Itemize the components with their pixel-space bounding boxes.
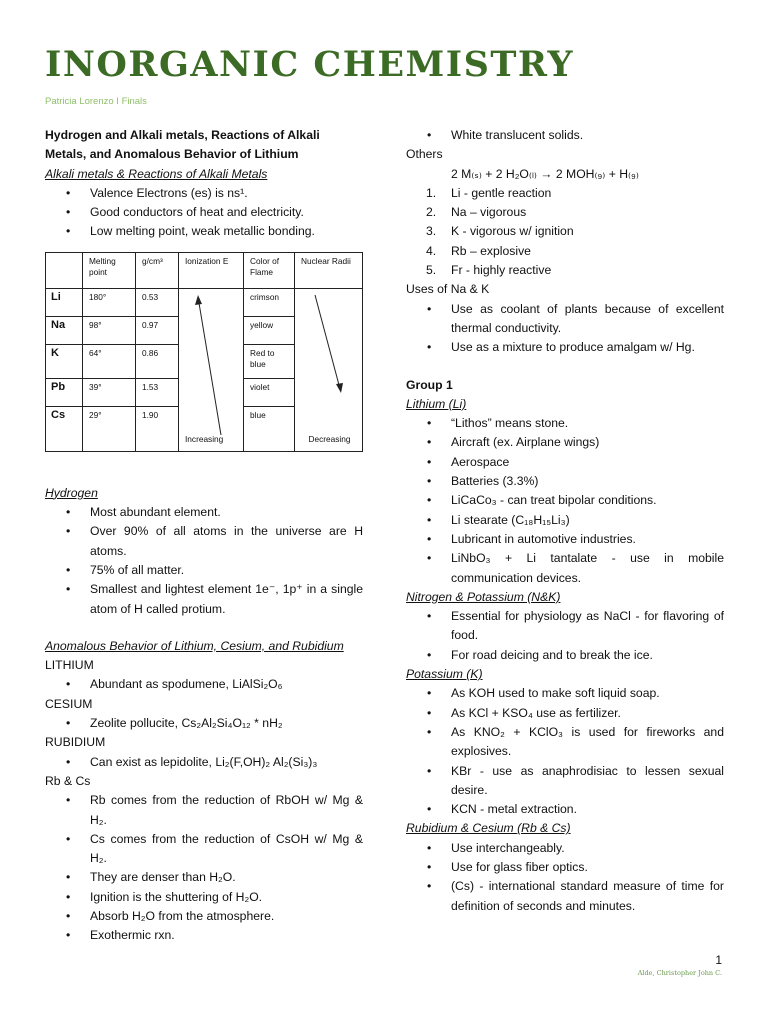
- table-cell-element: Li: [46, 288, 83, 316]
- list-item: • Can exist as lepidolite, Li₂(F,OH)₂ Al₂(Si₃)₃: [45, 753, 363, 772]
- table-cell-flame: violet: [244, 378, 295, 406]
- cesium-list: [45, 714, 363, 733]
- potassium-list: [406, 684, 724, 819]
- table-cell-flame: Red to blue: [244, 344, 295, 378]
- table-header-ionization: Ionization E: [179, 252, 244, 288]
- list-item: • Zeolite pollucite, Cs₂Al₂Si₄O₁₂ * nH₂: [45, 714, 363, 733]
- table-header-melting: Melting point: [83, 252, 136, 288]
- table-header-radii: Nuclear Radii: [295, 252, 363, 288]
- list-item: [406, 222, 724, 241]
- table-cell-flame: yellow: [244, 316, 295, 344]
- list-item: • Cs comes from the reduction of CsOH w/ Mg & H₂.: [45, 830, 363, 869]
- lithium-label: LITHIUM: [45, 658, 94, 673]
- list-text: Li - gentle reaction: [451, 185, 552, 200]
- lithium-list: [45, 675, 363, 694]
- list-item: • (Cs) - international standard measure of time for definition of seconds and minutes.: [406, 877, 724, 916]
- list-item: • They are denser than H₂O.: [45, 868, 363, 887]
- author-credit: Alde, Christopher John C.: [637, 969, 722, 977]
- list-item: • Good conductors of heat and electricity.: [45, 203, 363, 222]
- list-item: • “Lithos” means stone.: [406, 414, 724, 433]
- rubidium-list: [45, 753, 363, 772]
- list-item: • Over 90% of all atoms in the universe are H atoms.: [45, 522, 363, 561]
- ionization-trend-label: Increasing: [185, 433, 224, 444]
- reaction-equation: 2 M₍ₛ₎ + 2 H₂O₍ₗ₎ → 2 MOH₍₉₎ + H₍₉₎: [451, 166, 639, 181]
- list-item: • Most abundant element.: [45, 503, 363, 522]
- list-item: • Smallest and lightest element 1e⁻, 1p⁺ in a single atom of H called protium.: [45, 580, 363, 619]
- group-heading: Group 1: [406, 377, 453, 392]
- list-text: K - vigorous w/ ignition: [451, 224, 574, 239]
- list-number: 2.: [426, 205, 437, 220]
- list-item: • Use as coolant of plants because of excellent thermal conductivity.: [406, 300, 724, 339]
- alkali-list: [45, 184, 363, 242]
- table-cell-density: 0.97: [136, 316, 179, 344]
- table-cell-flame: blue: [244, 406, 295, 451]
- list-item: • Low melting point, weak metallic bonding.: [45, 222, 363, 241]
- list-text: Na – vigorous: [451, 205, 527, 220]
- uses-list: [406, 300, 724, 358]
- table-cell-density: 0.86: [136, 344, 179, 378]
- table-cell-density: 1.90: [136, 406, 179, 451]
- rbcs-label: Rb & Cs: [45, 773, 91, 788]
- list-text: Rb – explosive: [451, 243, 531, 258]
- radii-trend-cell: [295, 288, 363, 451]
- table-cell-melting: 180°: [83, 288, 136, 316]
- table-cell-element: K: [46, 344, 83, 378]
- left-column: [45, 126, 363, 946]
- nk-subheading: Nitrogen & Potassium (N&K): [406, 589, 561, 604]
- list-number: 4.: [426, 243, 437, 258]
- list-item: [406, 184, 724, 203]
- list-number: 1.: [426, 185, 437, 200]
- hydrogen-subheading: Hydrogen: [45, 485, 98, 500]
- page-subtitle: Patricia Lorenzo I Finals: [45, 96, 147, 107]
- table-header-flame: Color of Flame: [244, 252, 295, 288]
- list-item: • Aerospace: [406, 453, 724, 472]
- list-item: • Use as a mixture to produce amalgam w/ Hg.: [406, 338, 724, 357]
- rbcs-uses-list: [406, 839, 724, 916]
- list-item: • Use interchangeably.: [406, 839, 724, 858]
- list-item: [406, 261, 724, 280]
- list-number: 5.: [426, 263, 437, 278]
- radii-trend-label: Decreasing: [308, 433, 351, 444]
- list-item: • Lubricant in automotive industries.: [406, 530, 724, 549]
- table-cell-melting: 39°: [83, 378, 136, 406]
- list-item: [406, 242, 724, 261]
- table-cell-element: Na: [46, 316, 83, 344]
- list-item: • White translucent solids.: [406, 126, 724, 145]
- list-item: • As KOH used to make soft liquid soap.: [406, 684, 724, 703]
- lithium-subheading: Lithium (Li): [406, 396, 467, 411]
- anomalous-subheading: Anomalous Behavior of Lithium, Cesium, and Rubidium: [45, 638, 344, 653]
- page-title: INORGANIC CHEMISTRY: [45, 44, 574, 85]
- right-column: [406, 126, 724, 916]
- table-cell-flame: crimson: [244, 288, 295, 316]
- list-item: • Batteries (3.3%): [406, 472, 724, 491]
- cesium-label: CESIUM: [45, 696, 93, 711]
- list-item: • KCN - metal extraction.: [406, 800, 724, 819]
- list-item: • Absorb H₂O from the atmosphere.: [45, 907, 363, 926]
- list-item: • Abundant as spodumene, LiAlSi₂O₆: [45, 675, 363, 694]
- ionization-trend-cell: [179, 288, 244, 451]
- list-number: 3.: [426, 224, 437, 239]
- list-item: • LiNbO₃ + Li tantalate - use in mobile communication devices.: [406, 549, 724, 588]
- uses-label: Uses of Na & K: [406, 282, 490, 297]
- table-cell-density: 1.53: [136, 378, 179, 406]
- page-number: 1: [715, 953, 722, 967]
- list-item: • Use for glass fiber optics.: [406, 858, 724, 877]
- list-item: • Valence Electrons (es) is ns¹.: [45, 184, 363, 203]
- list-item: • KBr - use as anaphrodisiac to lessen sexual desire.: [406, 762, 724, 801]
- table-cell-melting: 98°: [83, 316, 136, 344]
- ionization-arrow-icon: [179, 289, 245, 451]
- table-header-corner: [46, 252, 83, 288]
- list-text: Fr - highly reactive: [451, 263, 552, 278]
- list-item: • Rb comes from the reduction of RbOH w/ Mg & H₂.: [45, 791, 363, 830]
- rbcs-list: [45, 791, 363, 945]
- list-item: • For road deicing and to break the ice.: [406, 646, 724, 665]
- hydrogen-list: [45, 503, 363, 619]
- radii-arrow-icon: [295, 289, 359, 451]
- nk-list: [406, 607, 724, 665]
- reactivity-list: [406, 184, 724, 280]
- list-item: • Essential for physiology as NaCl - for flavoring of food.: [406, 607, 724, 646]
- list-item: • 75% of all matter.: [45, 561, 363, 580]
- potassium-subheading: Potassium (K): [406, 667, 483, 682]
- alkali-subheading: Alkali metals & Reactions of Alkali Metals: [45, 166, 268, 181]
- others-label: Others: [406, 147, 443, 162]
- table-cell-melting: 64°: [83, 344, 136, 378]
- list-item: • As KCl + KSO₄ use as fertilizer.: [406, 704, 724, 723]
- section-heading: Hydrogen and Alkali metals, Reactions of Alkali Metals, and Anomalous Behavior of Lithium: [45, 128, 320, 162]
- table-cell-melting: 29°: [83, 406, 136, 451]
- list-item: • Exothermic rxn.: [45, 926, 363, 945]
- rubidium-label: RUBIDIUM: [45, 735, 106, 750]
- alkali-properties-table: [45, 252, 363, 452]
- list-item: • LiCaCo₃ - can treat bipolar conditions.: [406, 491, 724, 510]
- list-item: • As KNO₂ + KClO₃ is used for fireworks and explosives.: [406, 723, 724, 762]
- list-item: • Ignition is the shuttering of H₂O.: [45, 888, 363, 907]
- list-item: [406, 203, 724, 222]
- lithium-uses-list: [406, 414, 724, 588]
- table-cell-density: 0.53: [136, 288, 179, 316]
- solids-list: [406, 126, 724, 145]
- list-item: • Li stearate (C₁₈H₁₅Li₃): [406, 511, 724, 530]
- table-header-density: g/cm³: [136, 252, 179, 288]
- list-item: • Aircraft (ex. Airplane wings): [406, 433, 724, 452]
- table-cell-element: Cs: [46, 406, 83, 451]
- rbcs-subheading: Rubidium & Cesium (Rb & Cs): [406, 821, 571, 836]
- table-cell-element: Pb: [46, 378, 83, 406]
